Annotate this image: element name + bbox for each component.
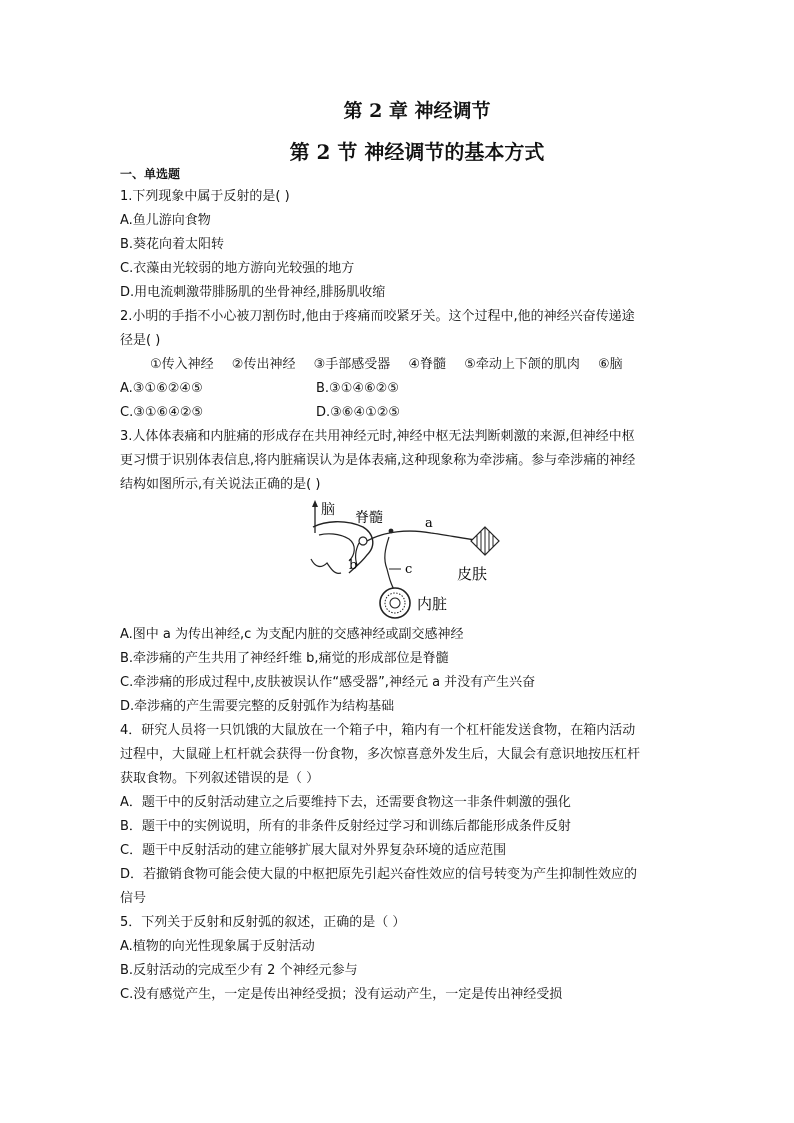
- q2-item-list: [120, 353, 680, 377]
- skin-receptor: [471, 527, 499, 555]
- label-skin: 皮肤: [457, 565, 488, 583]
- question-list: [120, 163, 680, 1007]
- q3-stem-line1: 3.人体体表痛和内脏痛的形成存在共用神经元时,神经中枢无法判断刺激的来源,但神经中枢: [120, 429, 635, 444]
- q3-option-b: B.牵涉痛的产生共用了神经纤维 b,痛觉的形成部位是脊髓: [120, 651, 449, 666]
- q1-option-a: A.鱼儿游向食物: [120, 213, 211, 228]
- label-c: c: [405, 562, 413, 577]
- label-viscera: 内脏: [417, 595, 448, 613]
- nerve-structure-diagram: [305, 497, 505, 621]
- label-a: a: [425, 516, 433, 531]
- q2-item: ②传出神经: [231, 357, 296, 372]
- section-label: 一、单选题: [120, 167, 181, 181]
- q2-item: ①传入神经: [150, 357, 214, 372]
- section-title: 第 2 节 神经调节的基本方式: [289, 140, 545, 164]
- chapter-title: 第 2 章 神经调节: [343, 100, 491, 122]
- q2-options-row1: [120, 377, 680, 401]
- q4-stem-line2: 过程中，大鼠碰上杠杆就会获得一份食物，多次惊喜意外发生后，大鼠会有意识地按压杠杆: [120, 747, 641, 762]
- q1-stem: 1.下列现象中属于反射的是( ): [120, 189, 290, 204]
- q3-option-d: D.牵涉痛的产生需要完整的反射弧作为结构基础: [120, 699, 395, 714]
- q2-item: ⑥脑: [597, 357, 623, 372]
- q1-option-b: B.葵花向着太阳转: [120, 237, 225, 252]
- q4-option-c: C．题干中反射活动的建立能够扩展大鼠对外界复杂环境的适应范围: [120, 843, 507, 858]
- q2-option-c: C.③①⑥④②⑤: [120, 405, 204, 420]
- label-brain: 脑: [321, 502, 335, 518]
- label-b: b: [349, 558, 358, 573]
- nerve-fiber-a: [367, 531, 483, 541]
- q4-option-b: B．题干中的实例说明，所有的非条件反射经过学习和训练后都能形成条件反射: [120, 819, 571, 834]
- q5-option-c: C.没有感觉产生，一定是传出神经受损；没有运动产生，一定是传出神经受损: [120, 987, 563, 1002]
- referred-pain-diagram: [120, 497, 680, 623]
- q2-item: ④脊髓: [408, 357, 447, 372]
- brain-arrow-head: [312, 500, 318, 507]
- spinal-cord-lower: [311, 559, 341, 573]
- q5-option-a: A.植物的向光性现象属于反射活动: [120, 939, 315, 954]
- q3-option-c: C.牵涉痛的形成过程中,皮肤被误认作“感受器”,神经元 a 并没有产生兴奋: [120, 675, 536, 690]
- q4-option-a: A．题干中的反射活动建立之后要维持下去，还需要食物这一非条件刺激的强化: [120, 795, 571, 810]
- nerve-fiber-c: [385, 537, 395, 591]
- q1-option-c: C.衣藻由光较弱的地方游向光较强的地方: [120, 261, 355, 276]
- q1-option-d: D.用电流刺激带腓肠肌的坐骨神经,腓肠肌收缩: [120, 285, 386, 300]
- q3-stem-line2: 更习惯于识别体表信息,将内脏痛误认为是体表痛,这种现象称为牵涉痛。参与牵涉痛的神经: [120, 453, 636, 468]
- neuron-cell-body: [359, 537, 367, 545]
- q2-options-row2: [120, 401, 680, 425]
- q4-option-d: D．若撤销食物可能会使大鼠的中枢把原先引起兴奋性效应的信号转变为产生抑制性效应的: [120, 867, 638, 882]
- q5-option-b: B.反射活动的完成至少有 2 个神经元参与: [120, 963, 358, 978]
- q2-option-b: B.③①④⑥②⑤: [316, 381, 399, 396]
- q2-stem-line2: 径是( ): [120, 333, 161, 348]
- q4-stem-line3: 获取食物。下列叙述错误的是（ ）: [120, 771, 320, 786]
- q2-stem-line1: 2.小明的手指不小心被刀割伤时,他由于疼痛而咬紧牙关。这个过程中,他的神经兴奋传递途: [120, 309, 635, 324]
- q2-item: ⑤牵动上下颌的肌肉: [464, 357, 580, 372]
- q3-stem-line3: 结构如图所示,有关说法正确的是( ): [120, 477, 321, 492]
- q2-option-a: A.③①⑥②④⑤: [120, 381, 203, 396]
- spinal-cord-outline: [313, 522, 373, 573]
- q4-stem-line1: 4．研究人员将一只饥饿的大鼠放在一个箱子中，箱内有一个杠杆能发送食物，在箱内活动: [120, 723, 636, 738]
- q5-stem: 5．下列关于反射和反射弧的叙述，正确的是（ ）: [120, 915, 406, 930]
- fiber-dot: [389, 529, 394, 534]
- q3-option-a: A.图中 a 为传出神经,c 为支配内脏的交感神经或副交感神经: [120, 627, 464, 642]
- q2-item: ③手部感受器: [313, 357, 391, 372]
- spinal-cord-inner: [319, 534, 354, 561]
- q4-option-d-cont: 信号: [120, 891, 147, 906]
- viscera-organ: [380, 588, 410, 618]
- q2-option-d: D.③⑥④①②⑤: [316, 405, 401, 420]
- label-spinal-cord: 脊髓: [355, 510, 383, 526]
